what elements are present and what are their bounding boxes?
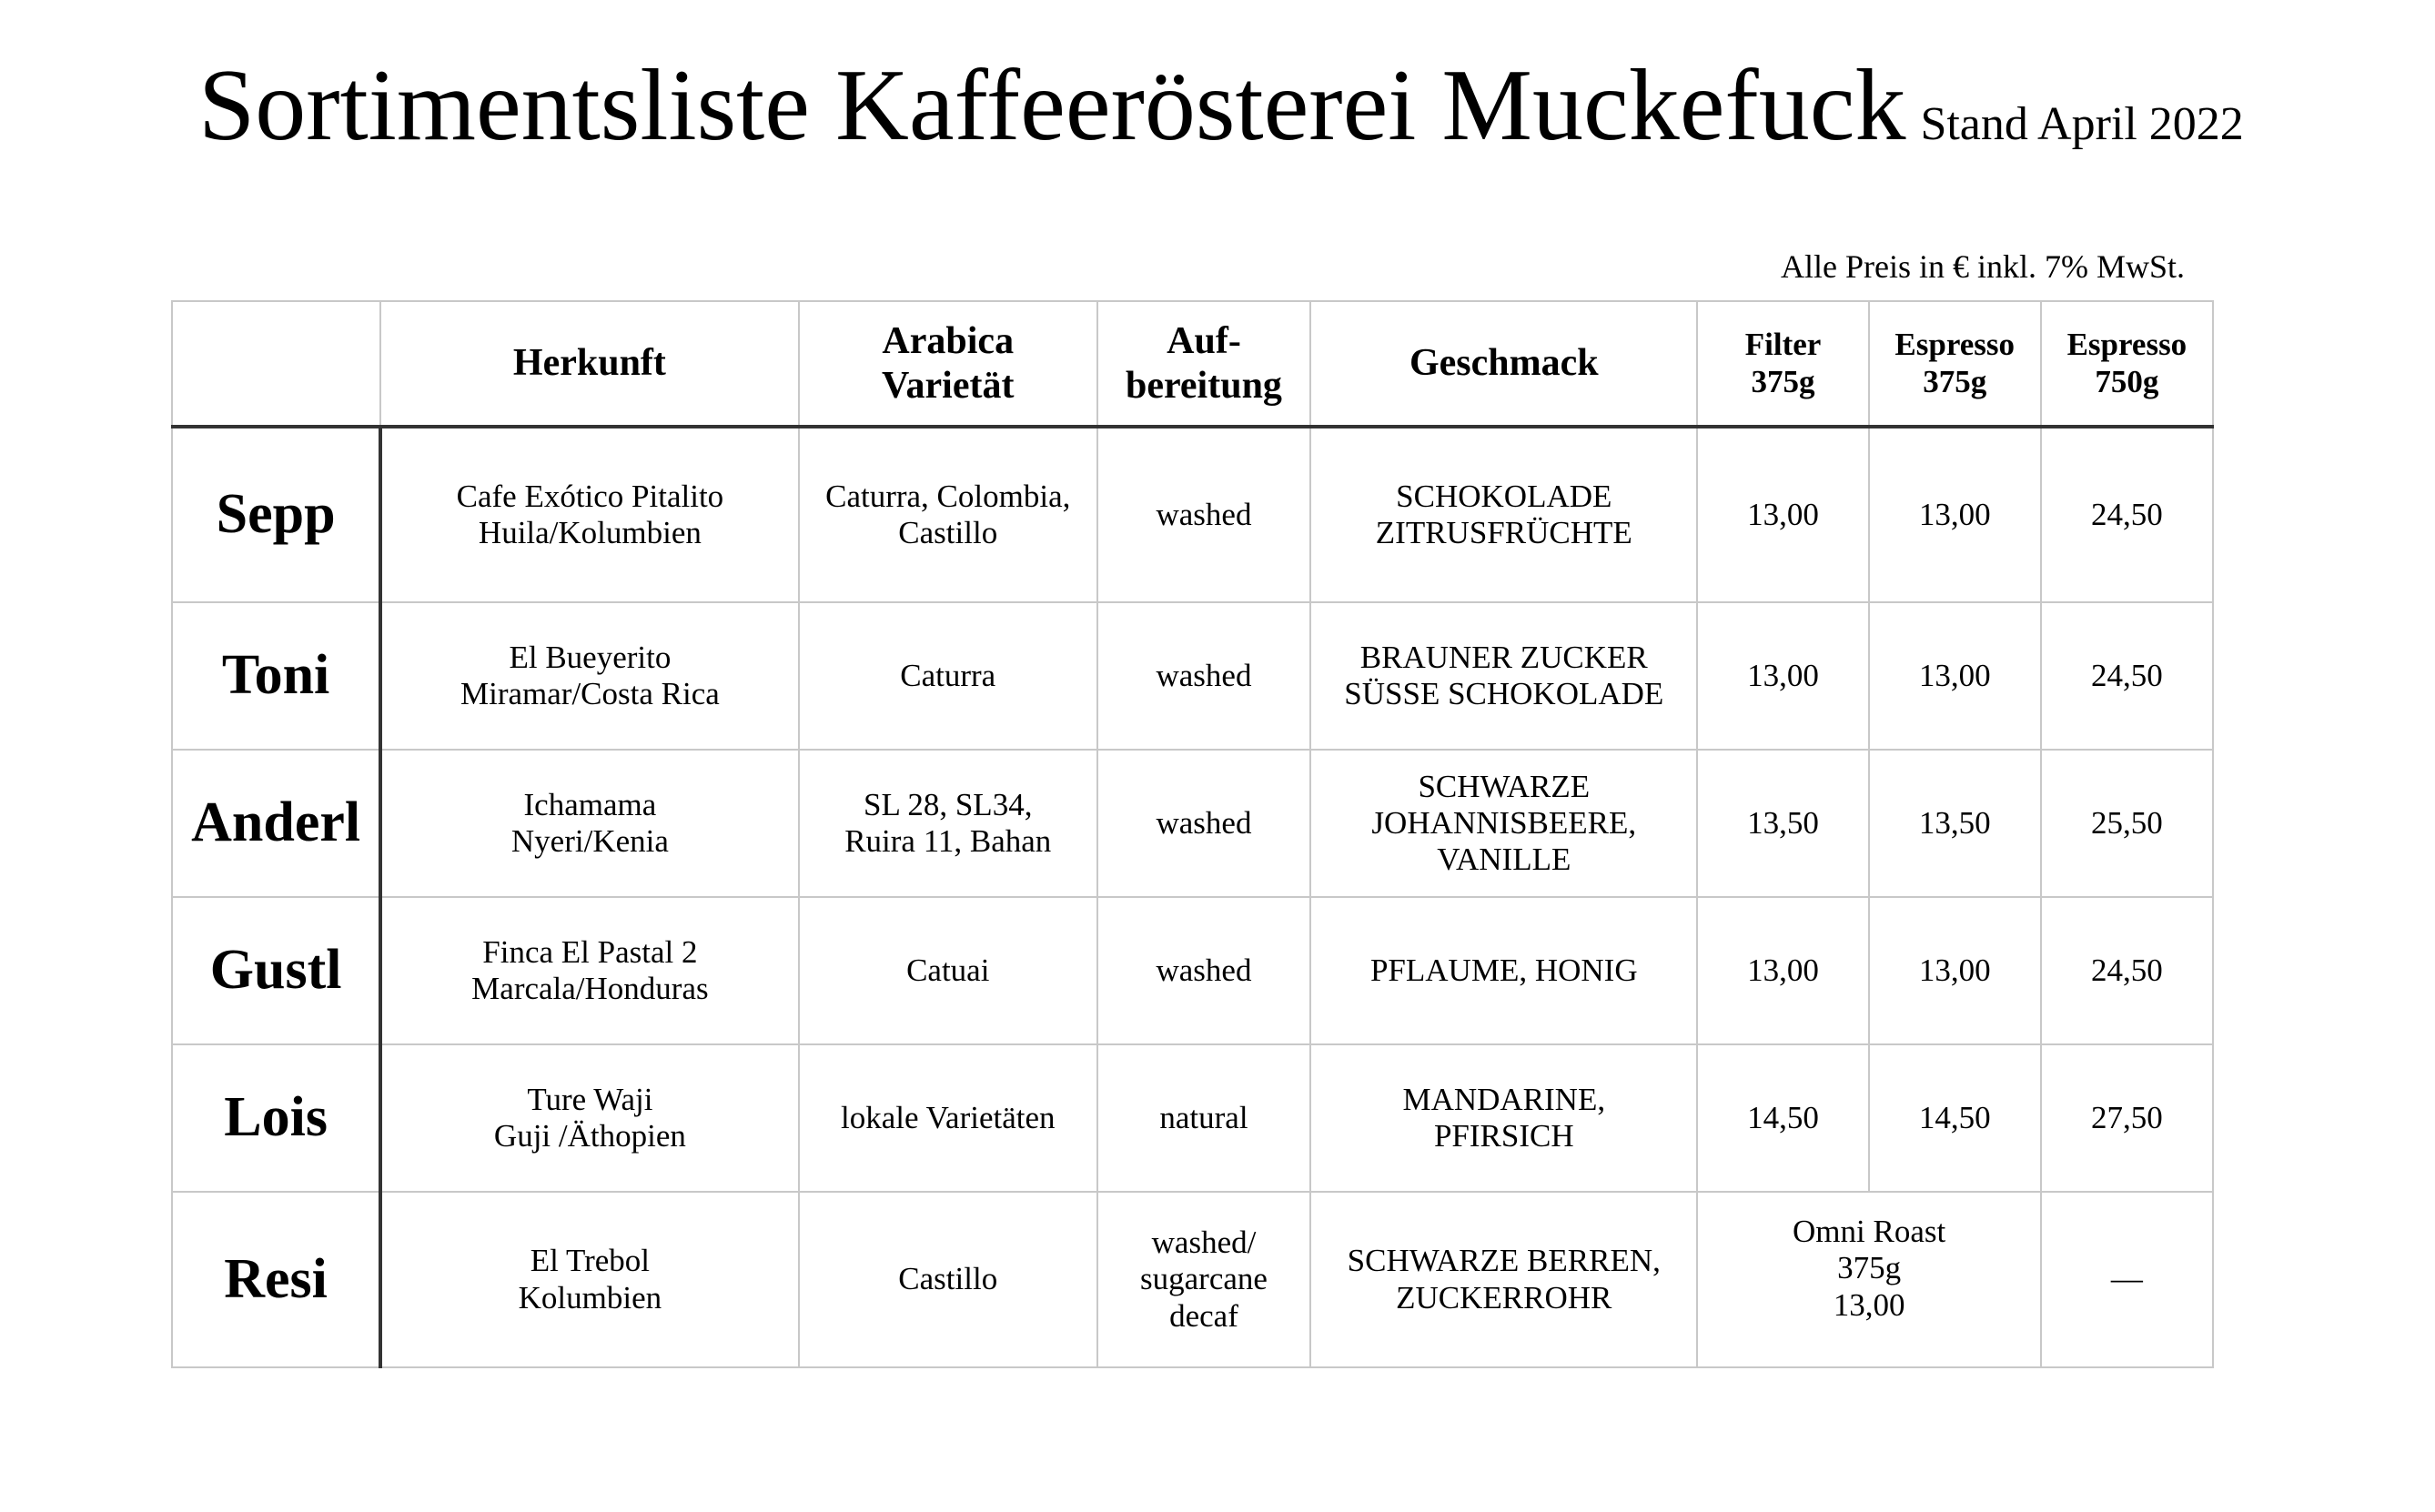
coffee-name: Lois: [172, 1044, 380, 1192]
cell-line: ZITRUSFRÜCHTE: [1375, 515, 1632, 550]
cell-line: Castillo: [898, 1261, 998, 1297]
cell-line: bereitung: [1126, 364, 1282, 407]
cell-line: Nyeri/Kenia: [510, 823, 669, 859]
filter-375-price: 14,50: [1697, 1044, 1868, 1192]
cell-line: SCHWARZE BERREN,: [1347, 1243, 1661, 1279]
header-cell: [2041, 301, 2213, 427]
coffee-name: Anderl: [172, 750, 380, 897]
coffee-name: Gustl: [172, 897, 380, 1044]
taste-cell: [1310, 897, 1697, 1044]
espresso-750-price: —: [2041, 1192, 2213, 1367]
variety-cell: [799, 750, 1097, 897]
cell-line: 375g: [1837, 1250, 1902, 1286]
cell-line: Ture Waji: [527, 1081, 653, 1117]
omni-roast-cell: [1697, 1192, 2040, 1367]
cell-line: MANDARINE,: [1402, 1081, 1606, 1117]
origin-cell: [380, 602, 798, 750]
cell-line: decaf: [1169, 1297, 1238, 1334]
espresso-375-price: 13,50: [1869, 750, 2041, 897]
cell-line: PFLAUME, HONIG: [1369, 952, 1638, 988]
header-cell: [1097, 301, 1310, 427]
document-title-line: [198, 49, 2244, 162]
cell-line: washed/: [1151, 1225, 1257, 1261]
cell-line: Castillo: [898, 515, 998, 550]
cell-line: Espresso: [1894, 327, 2015, 363]
taste-cell: [1310, 750, 1697, 897]
processing-cell: [1097, 427, 1310, 602]
cell-line: Caturra, Colombia,: [825, 478, 1071, 514]
table-body: [172, 427, 2213, 1367]
variety-cell: [799, 602, 1097, 750]
taste-cell: [1310, 427, 1697, 602]
cell-line: ZUCKERROHR: [1396, 1279, 1612, 1315]
header-cell: [799, 301, 1097, 427]
espresso-750-price: 24,50: [2041, 897, 2213, 1044]
date-stamp: Stand April 2022: [1920, 98, 2244, 150]
cell-line: PFIRSICH: [1433, 1118, 1574, 1154]
cell-line: SCHWARZE: [1418, 768, 1591, 804]
cell-line: 750g: [2095, 363, 2159, 399]
espresso-375-price: 13,00: [1869, 897, 2041, 1044]
omni-roast-text: [1698, 1214, 2039, 1324]
header-corner: [172, 301, 380, 427]
processing-cell: [1097, 602, 1310, 750]
processing-cell: [1097, 1044, 1310, 1192]
espresso-375-price: 13,00: [1869, 427, 2041, 602]
table-row: [172, 602, 2213, 750]
table-row: [172, 427, 2213, 602]
cell-line: SÜSSE SCHOKOLADE: [1344, 676, 1664, 711]
filter-375-price: 13,00: [1697, 427, 1868, 602]
header-row: [172, 301, 2213, 427]
table-row: [172, 1192, 2213, 1367]
espresso-750-price: 24,50: [2041, 427, 2213, 602]
cell-line: Filter: [1744, 327, 1822, 363]
filter-375-price: 13,00: [1697, 602, 1868, 750]
coffee-name: Sepp: [172, 427, 380, 602]
origin-cell: [380, 1192, 798, 1367]
cell-line: washed: [1156, 496, 1252, 532]
cell-line: Geschmack: [1409, 342, 1599, 385]
price-note: Alle Preis in € inkl. 7% MwSt.: [1780, 248, 2185, 285]
cell-line: 375g: [1923, 363, 1987, 399]
taste-cell: [1310, 1192, 1697, 1367]
processing-cell: [1097, 750, 1310, 897]
header-cell: [1310, 301, 1697, 427]
cell-line: washed: [1156, 952, 1252, 988]
cell-line: Ruira 11, Bahan: [844, 823, 1052, 859]
processing-cell: [1097, 1192, 1310, 1367]
cell-line: JOHANNISBEERE,: [1371, 804, 1637, 841]
cell-line: 375g: [1751, 363, 1815, 399]
cell-line: VANILLE: [1437, 842, 1571, 878]
cell-line: Varietät: [882, 364, 1015, 407]
cell-line: Finca El Pastal 2: [482, 933, 698, 970]
variety-cell: [799, 1044, 1097, 1192]
filter-375-price: 13,50: [1697, 750, 1868, 897]
cell-line: Auf-: [1167, 320, 1241, 363]
cell-line: SCHOKOLADE: [1396, 478, 1612, 514]
cell-line: Omni Roast: [1793, 1214, 1946, 1250]
cell-line: washed: [1156, 657, 1252, 693]
coffee-name: Resi: [172, 1192, 380, 1367]
cell-line: BRAUNER ZUCKER: [1359, 639, 1648, 675]
table-row: [172, 1044, 2213, 1192]
espresso-375-price: 13,00: [1869, 602, 2041, 750]
cell-line: Espresso: [2066, 327, 2187, 363]
origin-cell: [380, 1044, 798, 1192]
espresso-375-price: 14,50: [1869, 1044, 2041, 1192]
cell-line: Cafe Exótico Pitalito: [456, 478, 724, 514]
variety-cell: [799, 1192, 1097, 1367]
filter-375-price: 13,00: [1697, 897, 1868, 1044]
origin-cell: [380, 897, 798, 1044]
cell-line: Catuai: [906, 952, 990, 988]
espresso-750-price: 25,50: [2041, 750, 2213, 897]
header-cell: [380, 301, 798, 427]
cell-line: natural: [1159, 1099, 1248, 1135]
header-cell: [1697, 301, 1868, 427]
cell-line: El Trebol: [530, 1243, 651, 1279]
header-cell: [1869, 301, 2041, 427]
variety-cell: [799, 897, 1097, 1044]
table-row: [172, 750, 2213, 897]
coffee-name: Toni: [172, 602, 380, 750]
cell-line: 13,00: [1833, 1286, 1905, 1323]
cell-line: Ichamama: [523, 786, 657, 822]
processing-cell: [1097, 897, 1310, 1044]
cell-line: SL 28, SL34,: [864, 786, 1033, 822]
origin-cell: [380, 750, 798, 897]
espresso-750-price: 24,50: [2041, 602, 2213, 750]
cell-line: sugarcane: [1140, 1261, 1268, 1297]
cell-line: washed: [1156, 804, 1252, 841]
cell-line: Arabica: [882, 320, 1015, 363]
cell-line: El Bueyerito: [509, 639, 672, 675]
cell-line: Herkunft: [512, 342, 666, 385]
cell-line: Caturra: [900, 657, 996, 693]
espresso-750-price: 27,50: [2041, 1044, 2213, 1192]
cell-line: Marcala/Honduras: [471, 971, 709, 1006]
cell-line: Miramar/Costa Rica: [460, 676, 720, 711]
taste-cell: [1310, 602, 1697, 750]
product-table: [171, 300, 2214, 1368]
cell-line: Huila/Kolumbien: [478, 515, 702, 550]
taste-cell: [1310, 1044, 1697, 1192]
page-title: Sortimentsliste Kaffeerösterei Muckefuck: [198, 49, 1906, 162]
cell-line: Guji /Äthopien: [493, 1118, 686, 1154]
cell-line: lokale Varietäten: [841, 1099, 1056, 1135]
variety-cell: [799, 427, 1097, 602]
origin-cell: [380, 427, 798, 602]
table-row: [172, 897, 2213, 1044]
cell-line: Kolumbien: [518, 1279, 662, 1315]
